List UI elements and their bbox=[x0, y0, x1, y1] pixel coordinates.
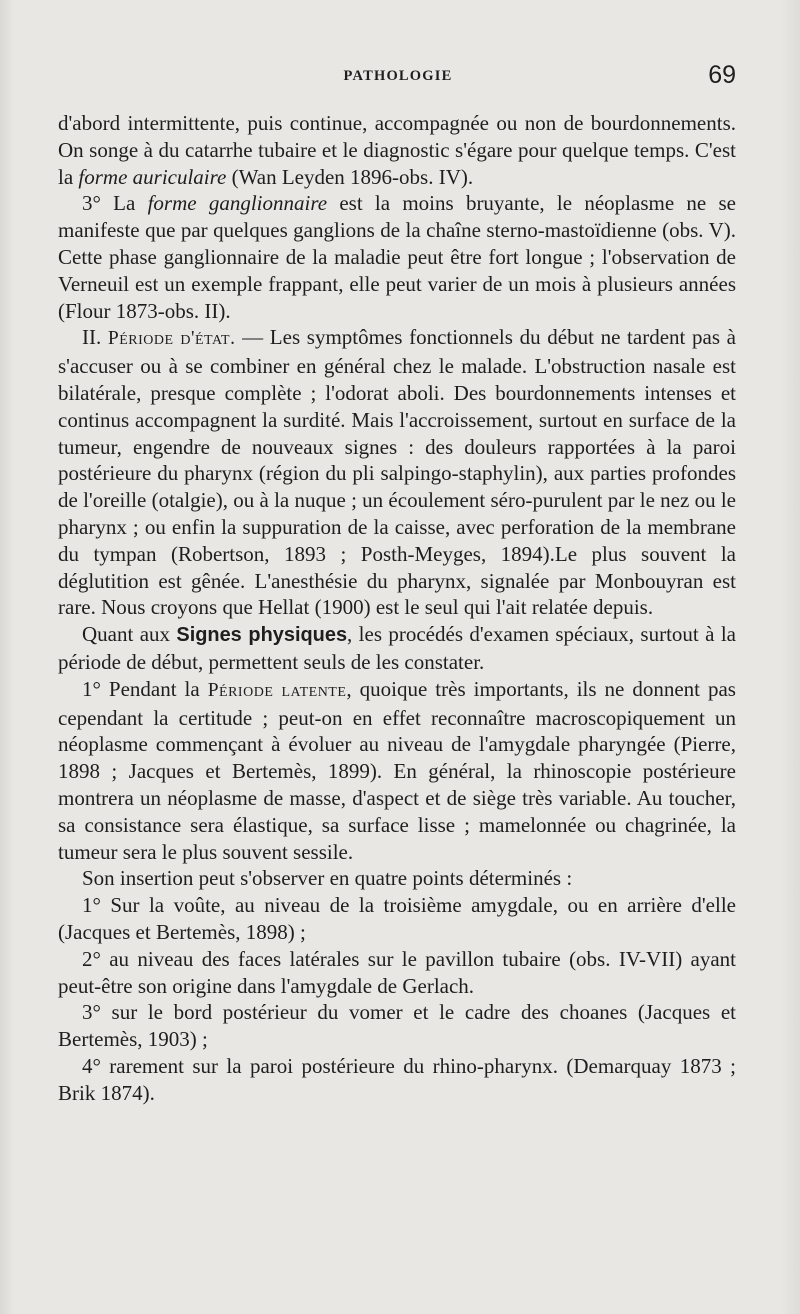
paragraph-3: II. Période d'état. — Les symptômes fonctionnels du début ne tardent pas à s'accuser ou à se combiner en général chez le malade. L'obstruction nasale est bilatérale, presque complète ; l'odorat aboli. Des bourdonnements intenses et continus accompagnent la surdité. Mais l'accroissement, surtout en surface de la tumeur, engendre de nouveaux signes : des douleurs rapportées à la paroi postérieure du pharynx (région du pli salpingo-staphylin), aux parties profondes de l'oreille (otalgie), ou à la nuque ; un écoulement séro-purulent par le nez ou le pharynx ; ou enfin la suppuration de la caisse, avec perforation de la membrane du tympan (Robertson, 1893 ; Posth-Meyges, 1894).Le plus souvent la déglutition est gênée. L'anesthésie du pharynx, signalée par Monbouyran est rare. Nous croyons que Hellat (1900) est le seul qui l'ait relatée depuis. bbox=[58, 325, 736, 620]
page-number: 69 bbox=[708, 61, 736, 89]
term-forme-ganglionnaire: forme ganglionnaire bbox=[147, 191, 328, 216]
paragraph-6: Son insertion peut s'observer en quatre points déterminés : bbox=[82, 866, 573, 891]
paragraph-2: 3° La forme ganglionnaire est la moins bruyante, le néoplasme ne se manifeste que par quelques ganglions de la chaîne sterno-mastoïdienne (obs. V). Cette phase ganglionnaire de la maladie peut être fort longue ; l'observation de Verneuil est un exemple frappant, elle peut varier de un mois à plusieurs années (Flour 1873-obs. II). bbox=[58, 191, 736, 323]
section-periode-latente: Période latente bbox=[207, 679, 347, 701]
paragraph-4: Quant aux Signes physiques, les procédés d'examen spéciaux, surtout à la période de début, permettent seuls de les constater. bbox=[58, 622, 736, 674]
term-forme-auriculaire: forme auriculaire bbox=[78, 164, 227, 189]
section-periode-etat: Période d'état. bbox=[107, 328, 236, 350]
page-body bbox=[58, 110, 736, 1106]
paragraph-1: d'abord intermittente, puis continue, accompagnée ou non de bourdonnements. On songe à du catarrhe tubaire et le diagnostic s'égare pour quelque temps. C'est la forme auriculaire (Wan Leyden 1896-obs. IV). bbox=[58, 111, 736, 189]
paragraph-9: 3° sur le bord postérieur du vomer et le cadre des choanes (Jacques et Bertemès, 1903) ; bbox=[58, 1000, 736, 1052]
paragraph-10: 4° rarement sur la paroi postérieure du rhino-pharynx. (Demarquay 1873 ; Brik 1874). bbox=[58, 1053, 736, 1105]
paragraph-8: 2° au niveau des faces latérales sur le pavillon tubaire (obs. IV-VII) ayant peut-être son origine dans l'amygdale de Gerlach. bbox=[58, 946, 736, 998]
paragraph-7: 1° Sur la voûte, au niveau de la troisième amygdale, ou en arrière d'elle (Jacques et Bertemès, 1898) ; bbox=[58, 893, 736, 944]
page-header bbox=[60, 60, 736, 100]
paragraph-5: 1° Pendant la Période latente, quoique très importants, ils ne donnent pas cependant la certitude ; peut-on en effet reconnaître macroscopiquement un néoplasme commençant à évoluer au niveau de l'amygdale pharyngée (Pierre, 1898 ; Jacques et Bertemès, 1899). En général, la rhinoscopie postérieure montrera un néoplasme de masse, d'aspect et de siège très variable. Au toucher, sa consistance sera élastique, sa surface lisse ; mamelonnée ou chagrinée, la tumeur sera le plus souvent sessile. bbox=[58, 676, 736, 864]
term-signes-physiques: Signes physiques bbox=[176, 624, 348, 647]
running-title: PATHOLOGIE bbox=[343, 68, 453, 84]
